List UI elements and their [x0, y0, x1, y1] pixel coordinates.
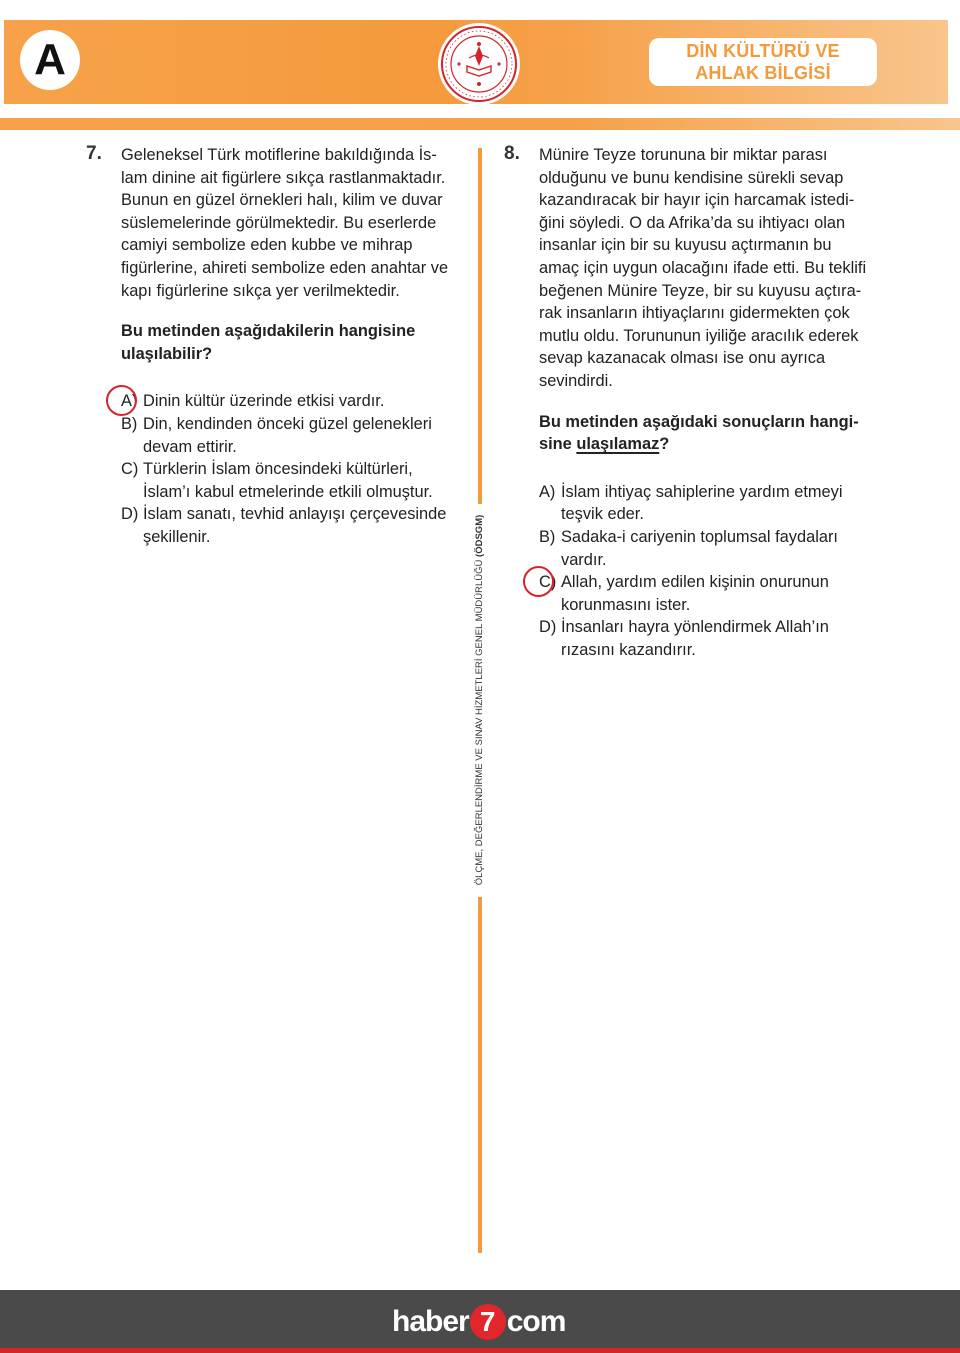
question-7-line: kapı figürlerine sıkça yer verilmektedir. [121, 281, 400, 300]
header-strip [0, 118, 960, 130]
option-text: Dinin kültür üzerinde etkisi vardır. [143, 392, 385, 411]
question-8 [539, 144, 899, 661]
option-text: İslam’ı kabul etmelerinde etkili olmuştur. [143, 482, 433, 501]
subject-title-line-2: AHLAK BİLGİSİ [695, 63, 831, 83]
option-letter: A) [539, 482, 556, 501]
option-letter: B) [539, 527, 556, 546]
option-text: teşvik eder. [561, 505, 644, 524]
option-text: şekillenir. [143, 527, 211, 546]
question-8-line: sevindirdi. [539, 371, 613, 390]
question-8-options [539, 481, 899, 662]
question-8-number: 8. [504, 143, 520, 164]
option-letter: B) [121, 414, 138, 433]
booklet-letter: A [34, 35, 66, 84]
column-divider-bottom [478, 897, 482, 1253]
option-letter: D) [121, 505, 139, 524]
question-8-line: kazandıracak bir hayır için harcamak istedi- [539, 191, 855, 210]
question-8-line: beğenen Münire Teyze, bir su kuyusu açtıra- [539, 281, 862, 300]
logo-seven-badge: 7 [470, 1304, 506, 1340]
odsgm-name: ÖLÇME, DEĞERLENDİRME VE SINAV HİZMETLERİ GENEL MÜDÜRLÜĞÜ [474, 559, 485, 886]
subject-title-line-1: DİN KÜLTÜRÜ VE [686, 41, 840, 61]
question-8-line: mutlu oldu. Torununun iyiliğe aracılık ederek [539, 326, 859, 345]
haber7-logo[interactable] [392, 1302, 565, 1342]
question-8-line: amaç için uygun olacağını ifade etti. Bu teklifi [539, 258, 867, 277]
logo-text-haber: haber [392, 1305, 469, 1338]
question-8-prompt-pre: sine [539, 435, 577, 454]
question-8-prompt [539, 411, 899, 456]
question-8-line: Münire Teyze torununa bir miktar parası [539, 146, 828, 164]
column-divider-top [478, 148, 482, 504]
option-text: İslam ihtiyaç sahiplerine yardım etmeyi [561, 482, 843, 501]
logo-text-com: com [506, 1305, 566, 1338]
question-7-line: camiyi sembolize eden kubbe ve mihrap [121, 236, 413, 255]
option-letter: C) [539, 573, 557, 592]
ministry-seal-icon [437, 22, 521, 106]
footer-red-line [0, 1348, 960, 1353]
option-text: rızasını kazandırır. [561, 640, 696, 659]
booklet-type-badge [20, 30, 80, 90]
question-7-option-a[interactable] [121, 390, 476, 413]
question-7-line: lam dinine ait figürlere sıkça rastlanmaktadır. [121, 168, 446, 187]
option-text: korunmasını ister. [561, 595, 691, 614]
option-text: Türklerin İslam öncesindeki kültürleri, [143, 460, 413, 479]
question-7-line: Bunun en güzel örnekleri halı, kilim ve duvar [121, 191, 443, 210]
question-7-stem [121, 144, 476, 365]
page-header [0, 0, 960, 130]
option-letter: C) [121, 460, 139, 479]
question-8-prompt-post: ? [659, 435, 670, 454]
option-letter: A) [121, 392, 138, 411]
question-8-option-a[interactable] [539, 481, 899, 526]
question-8-option-c[interactable] [539, 571, 899, 616]
question-7-line: Geleneksel Türk motiflerine bakıldığında İs- [121, 146, 437, 164]
question-8-line: olduğunu ve bunu kendisine sürekli sevap [539, 168, 844, 187]
odsgm-abbr: (ÖDSGM) [474, 514, 485, 557]
subject-title-box [649, 38, 877, 86]
question-7-prompt [121, 320, 476, 365]
question-8-option-d[interactable] [539, 616, 899, 661]
question-8-stem [539, 144, 899, 456]
question-8-line: rak insanların ihtiyaçlarını gidermekten çok [539, 304, 850, 323]
option-text: İslam sanatı, tevhid anlayışı çerçevesinde [143, 505, 447, 524]
question-8-prompt-underlined: ulaşılamaz [576, 435, 660, 454]
option-text: devam ettirir. [143, 437, 237, 456]
question-7 [121, 144, 476, 549]
question-7-option-b[interactable] [121, 413, 476, 458]
question-8-line: insanlar için bir su kuyusu açtırmanın bu [539, 236, 832, 255]
option-text: Din, kendinden önceki güzel gelenekleri [143, 414, 432, 433]
question-7-line: süslemelerinde görülmektedir. Bu eserlerde [121, 213, 437, 232]
question-8-prompt-line-1: Bu metinden aşağıdaki sonuçların hangi- [539, 412, 859, 431]
question-7-prompt-line-2: ulaşılabilir? [121, 344, 213, 363]
question-8-option-b[interactable] [539, 526, 899, 571]
question-7-option-d[interactable] [121, 503, 476, 548]
question-8-line: ğini söyledi. O da Afrika’da su ihtiyacı olan [539, 213, 846, 232]
option-text: Sadaka-i cariyenin toplumsal faydaları [561, 527, 838, 546]
question-7-prompt-line-1: Bu metinden aşağıdakilerin hangisine [121, 322, 416, 341]
answer-circle-mark-q8 [523, 566, 557, 597]
odsgm-vertical-label [474, 510, 486, 890]
question-7-number: 7. [86, 143, 102, 164]
answer-circle-mark-q7 [106, 385, 137, 416]
option-text: Allah, yardım edilen kişinin onurunun [561, 573, 829, 592]
question-7-option-c[interactable] [121, 458, 476, 503]
option-text: İnsanları hayra yönlendirmek Allah’ın [561, 618, 829, 637]
question-7-line: figürlerine, ahireti sembolize eden anahtar ve [121, 258, 449, 277]
option-text: vardır. [561, 550, 607, 569]
question-8-line: sevap kazanacak olması ise onu ayrıca [539, 349, 826, 368]
option-letter: D) [539, 618, 557, 637]
question-7-options [121, 390, 476, 548]
